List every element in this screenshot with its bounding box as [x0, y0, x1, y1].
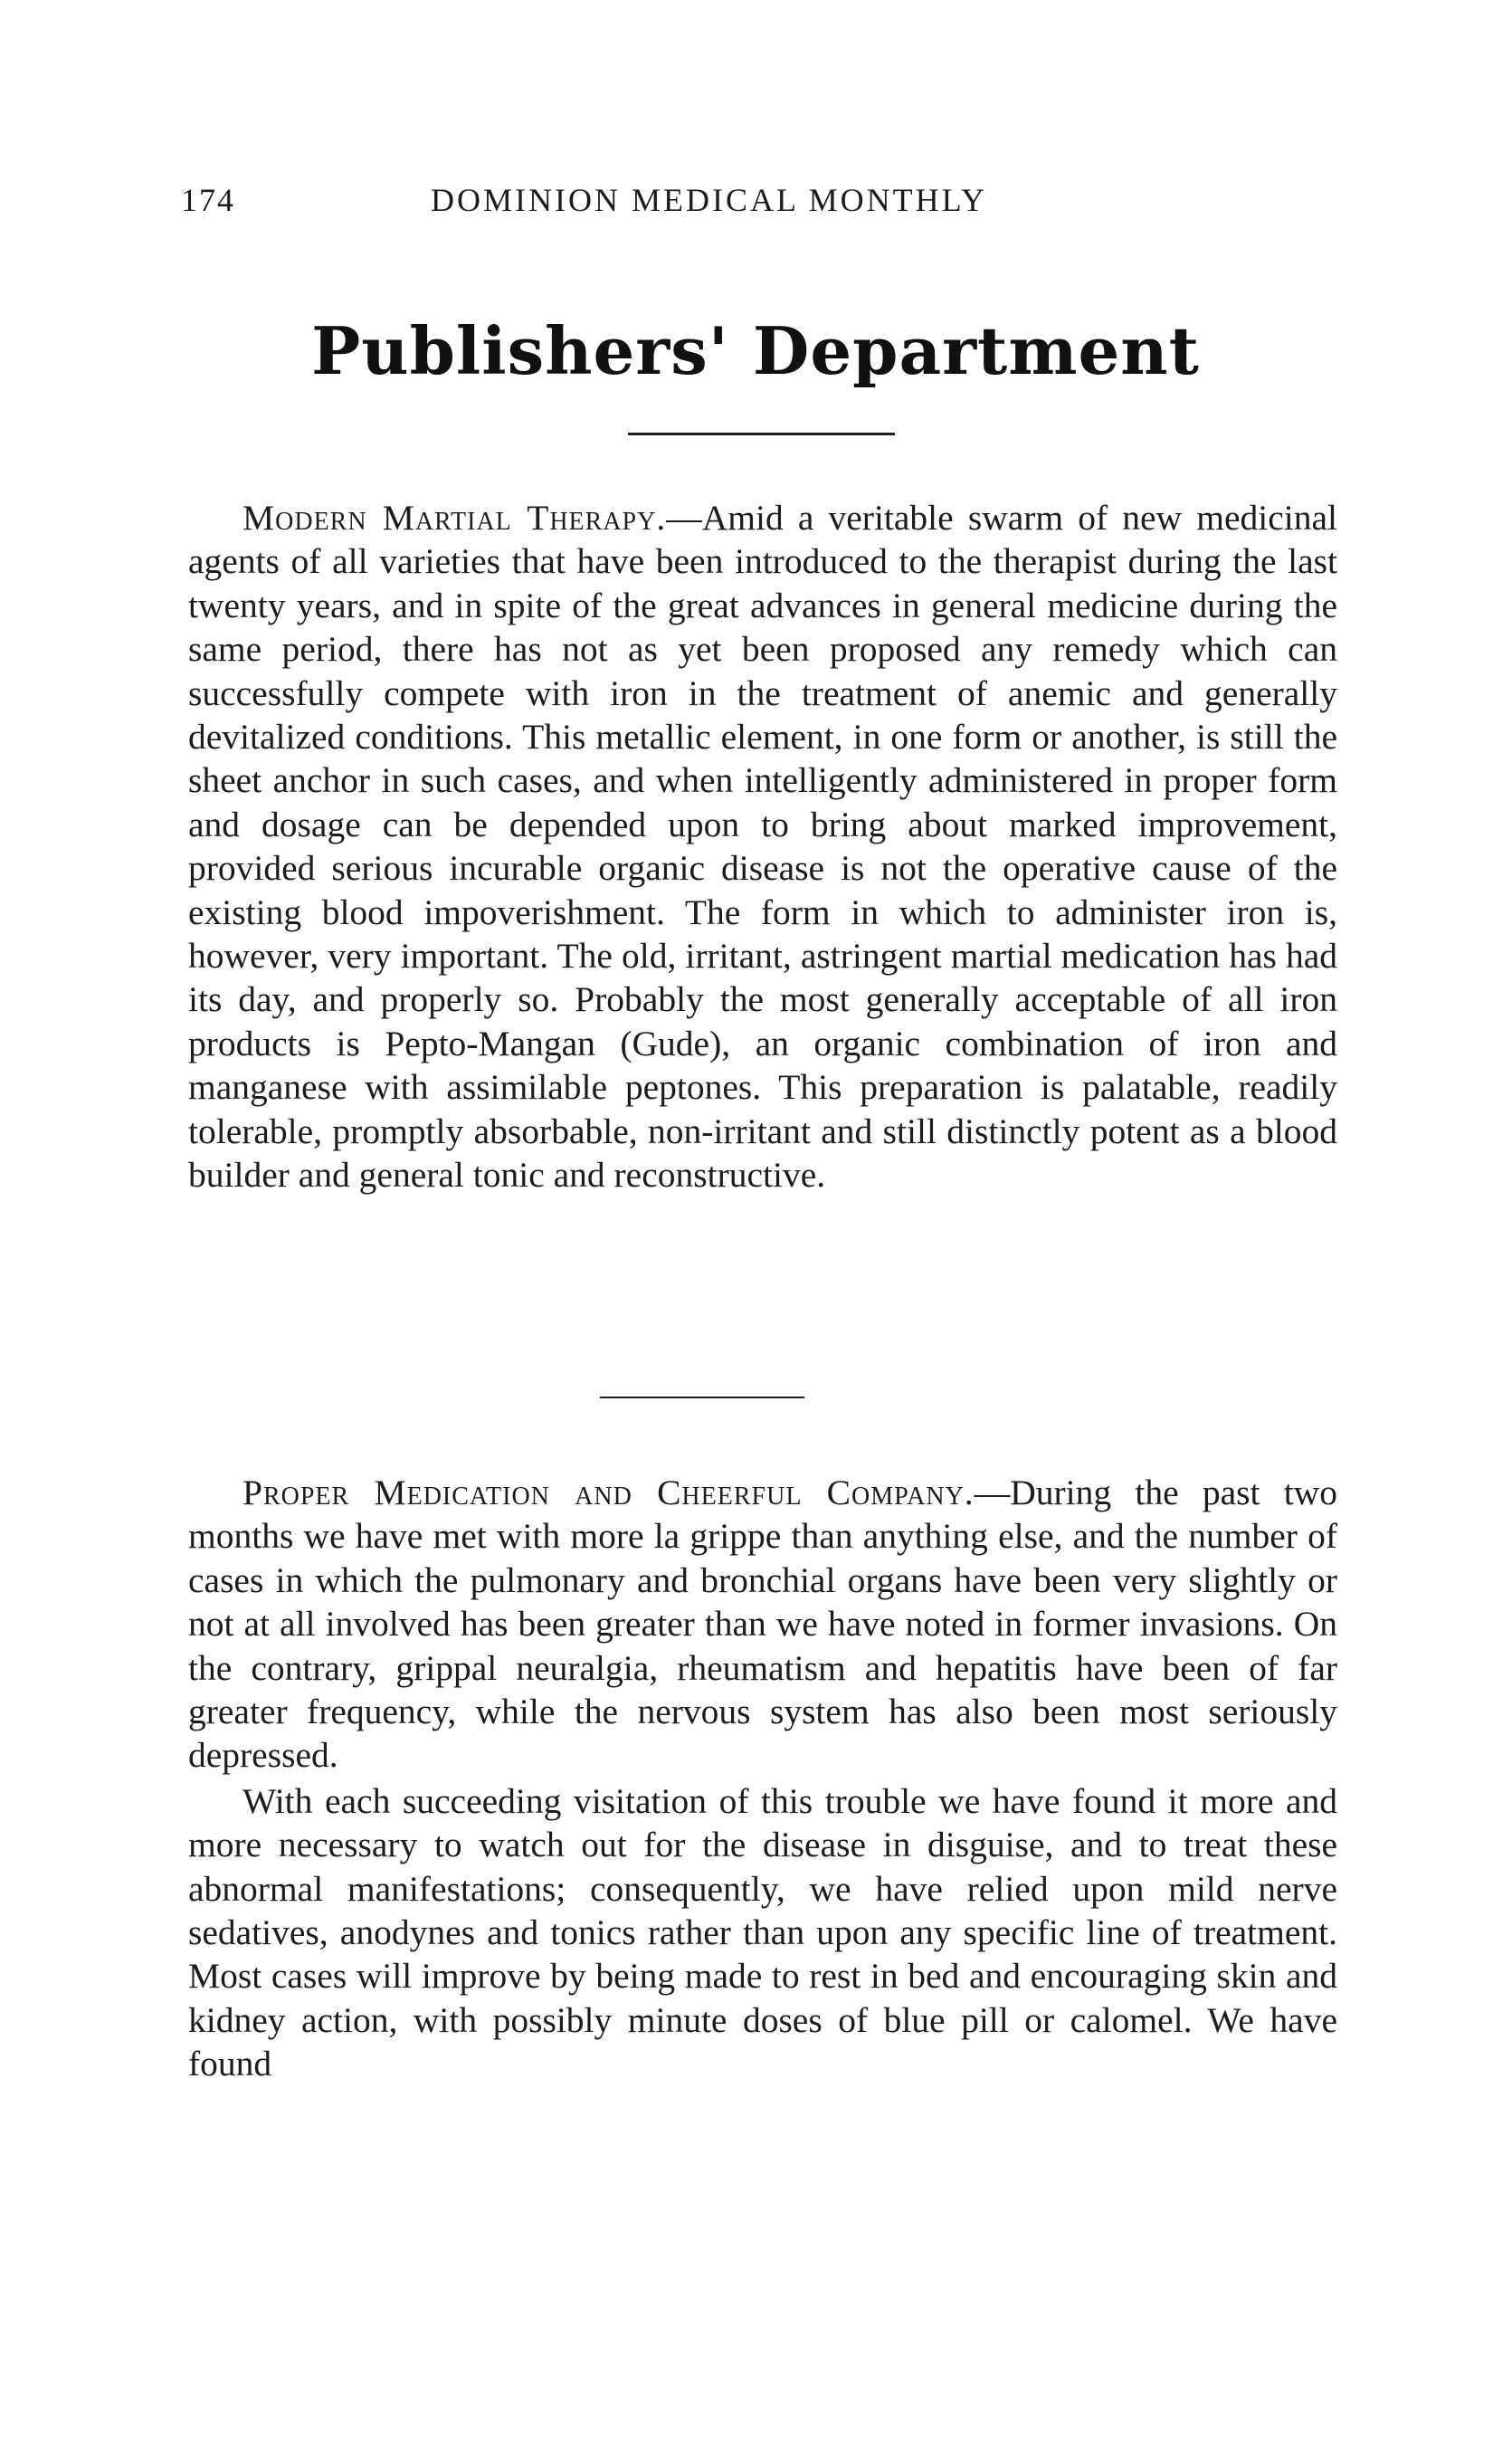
article-body-text: —During the past two months we have met with more la grippe than anything else, and the number of cases in which the pulmonary and bronchial organs have been very slightly or not at all involved has been greater than we have noted in former invasions. On the contrary, grippal neuralgia, rheumatism and hepatitis have been of far greater frequency, while the nervous system has also been most seriously depressed.: [188, 1473, 1337, 1776]
article-proper-medication: [188, 1471, 1337, 2086]
article-paragraph: With each succeeding visitation of this trouble we have found it more and more necessary to watch out for the disease in disguise, and to treat these abnormal manifestations; consequently, we have relied upon mild nerve sedatives, anodynes and tonics rather than upon any specific line of treatment. Most cases will improve by being made to rest in bed and encouraging skin and kidney action, with possibly minute doses of blue pill or calomel. We have found: [188, 1780, 1337, 2084]
journal-title: DOMINION MEDICAL MONTHLY: [431, 182, 988, 218]
running-head: [181, 181, 1339, 226]
page-number: 174: [181, 182, 235, 218]
article-heading: Modern Martial Therapy.: [242, 498, 667, 538]
title-rule: [628, 433, 895, 435]
department-title: Publishers' Department: [311, 312, 1200, 389]
article-body-text: —Amid a veritable swarm of new medicinal agents of all varieties that have been introduced to the therapist during the last twenty years, and in spite of the great advances in general medicine during the same period, there has not as yet been proposed any remedy which can successfully compete with iron in the treatment of anemic and generally devitalized conditions. This metallic element, in one form or another, is still the sheet anchor in such cases, and when intelligently administered in proper form and dosage can be depended upon to bring about marked improvement, provided serious incurable organic disease is not the operative cause of the existing blood impoverishment. The form in which to administer iron is, however, very important. The old, irritant, astringent martial medication has had its day, and properly so. Probably the most generally acceptable of all iron products is Pepto-Mangan (Gude), an organic combination of iron and manganese with assimilable peptones. This preparation is palatable, readily tolerable, promptly absorbable, non-irritant and still distinctly potent as a blood builder and general tonic and reconstructive.: [188, 498, 1337, 1196]
article-modern-martial-therapy: [188, 496, 1337, 1197]
article-paragraph: [188, 1471, 1337, 1778]
article-paragraph: [188, 496, 1337, 1197]
section-divider: [600, 1397, 804, 1398]
article-heading: Proper Medication and Cheerful Company.: [242, 1473, 975, 1512]
